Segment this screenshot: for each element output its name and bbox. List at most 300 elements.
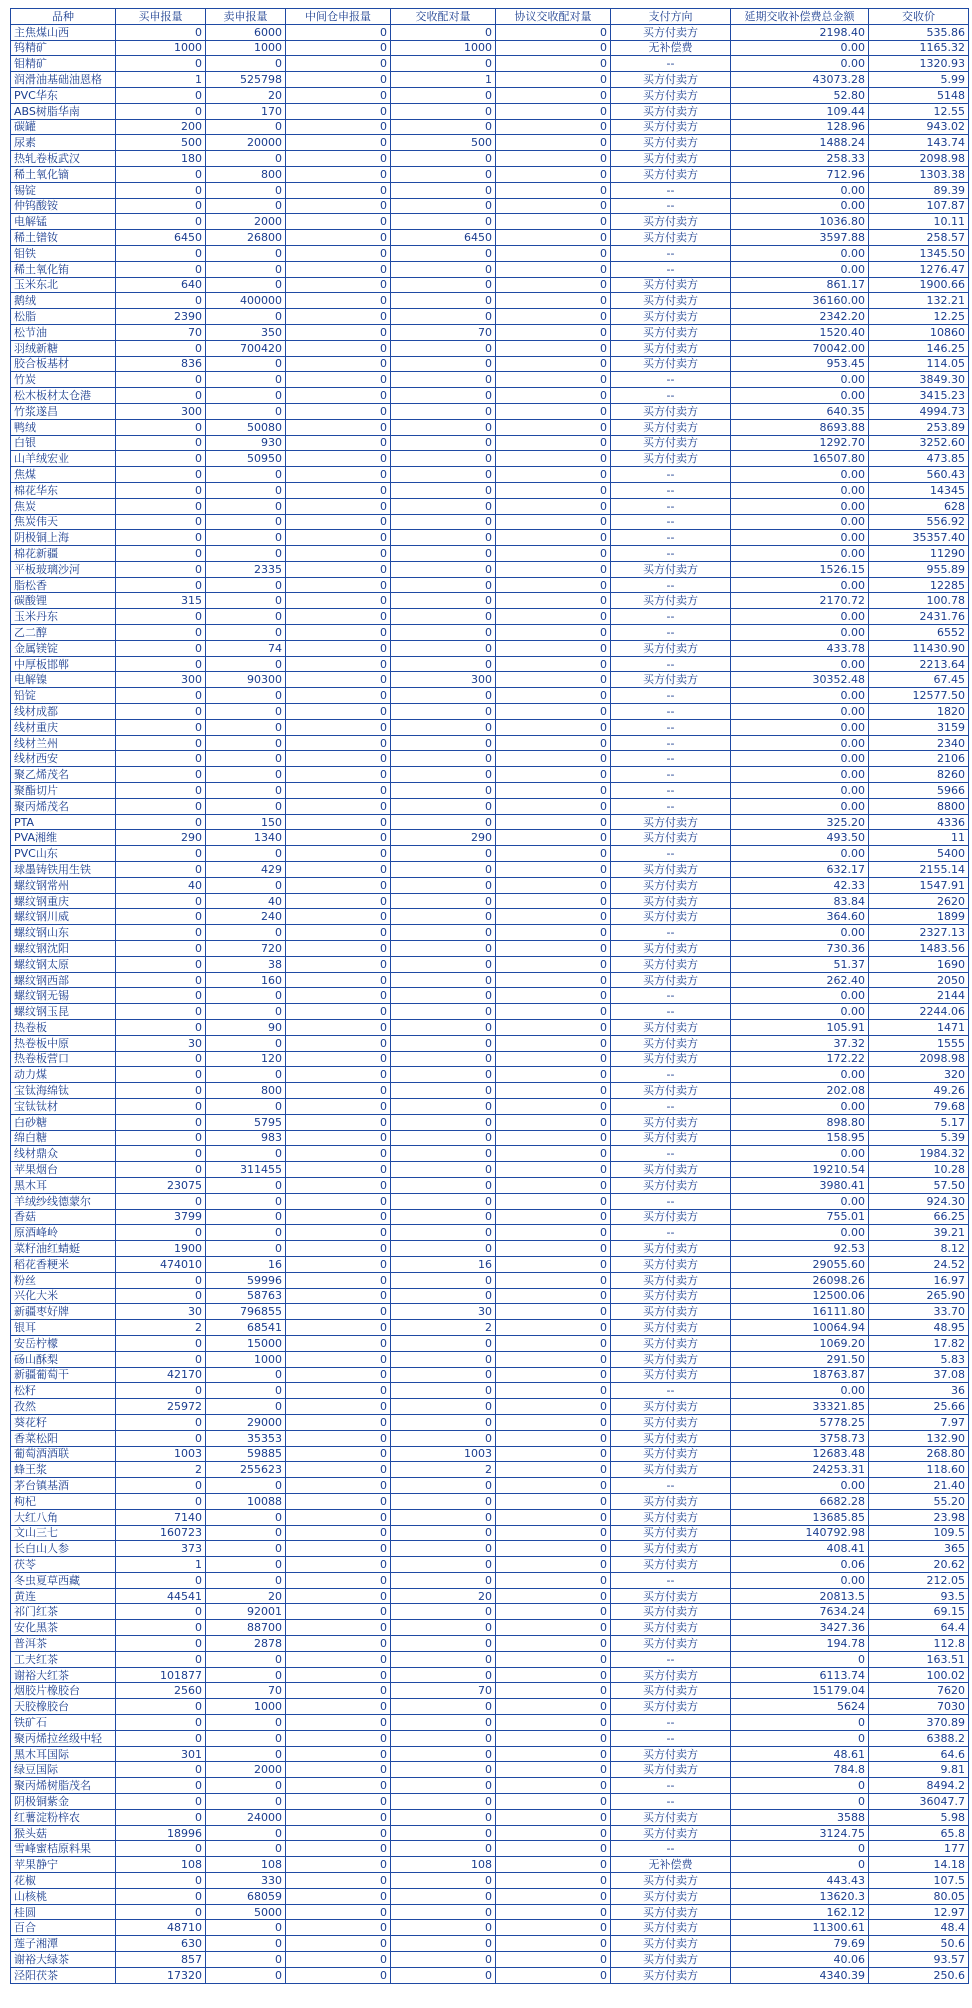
cell-sell-declared: 92001 bbox=[206, 1604, 286, 1620]
cell-agreement-matched: 0 bbox=[496, 1778, 611, 1794]
cell-agreement-matched: 0 bbox=[496, 435, 611, 451]
cell-compensation-total: 0.00 bbox=[731, 925, 869, 941]
cell-compensation-total: 408.41 bbox=[731, 1541, 869, 1557]
cell-agreement-matched: 0 bbox=[496, 846, 611, 862]
cell-intermediate-declared: 0 bbox=[286, 1778, 391, 1794]
cell-agreement-matched: 0 bbox=[496, 735, 611, 751]
cell-payment-direction: 买方付卖方 bbox=[611, 561, 731, 577]
cell-variety: 竹炭 bbox=[11, 372, 116, 388]
cell-agreement-matched: 0 bbox=[496, 1304, 611, 1320]
cell-sell-declared: 0 bbox=[206, 798, 286, 814]
cell-intermediate-declared: 0 bbox=[286, 814, 391, 830]
cell-delivery-matched: 0 bbox=[391, 988, 496, 1004]
cell-variety: 乙二醇 bbox=[11, 625, 116, 641]
cell-buy-declared: 0 bbox=[116, 340, 206, 356]
cell-sell-declared: 0 bbox=[206, 530, 286, 546]
cell-delivery-price: 3252.60 bbox=[869, 435, 969, 451]
cell-compensation-total: 7634.24 bbox=[731, 1604, 869, 1620]
table-row bbox=[11, 798, 969, 814]
cell-agreement-matched: 0 bbox=[496, 688, 611, 704]
cell-delivery-price: 1820 bbox=[869, 704, 969, 720]
cell-delivery-price: 250.6 bbox=[869, 1967, 969, 1983]
cell-payment-direction: -- bbox=[611, 182, 731, 198]
cell-variety: 普洱茶 bbox=[11, 1636, 116, 1652]
cell-buy-declared: 48710 bbox=[116, 1920, 206, 1936]
cell-delivery-matched: 0 bbox=[391, 1430, 496, 1446]
cell-variety: 山羊绒宏业 bbox=[11, 451, 116, 467]
cell-payment-direction: 买方付卖方 bbox=[611, 1130, 731, 1146]
cell-buy-declared: 25972 bbox=[116, 1399, 206, 1415]
cell-payment-direction: -- bbox=[611, 372, 731, 388]
table-row bbox=[11, 151, 969, 167]
cell-variety: 螺纹钢沈阳 bbox=[11, 941, 116, 957]
header-compensation-total: 延期交收补偿费总金额 bbox=[731, 9, 869, 25]
cell-sell-declared: 0 bbox=[206, 198, 286, 214]
cell-delivery-price: 11 bbox=[869, 830, 969, 846]
cell-compensation-total: 0.00 bbox=[731, 735, 869, 751]
cell-delivery-matched: 0 bbox=[391, 1414, 496, 1430]
cell-variety: 猴头菇 bbox=[11, 1825, 116, 1841]
cell-delivery-price: 2098.98 bbox=[869, 1051, 969, 1067]
cell-buy-declared: 0 bbox=[116, 1478, 206, 1494]
cell-buy-declared: 301 bbox=[116, 1746, 206, 1762]
cell-buy-declared: 2 bbox=[116, 1462, 206, 1478]
cell-buy-declared: 0 bbox=[116, 862, 206, 878]
table-row bbox=[11, 1430, 969, 1446]
table-row bbox=[11, 135, 969, 151]
cell-variety: 螺纹钢重庆 bbox=[11, 893, 116, 909]
cell-buy-declared: 108 bbox=[116, 1857, 206, 1873]
cell-delivery-price: 11290 bbox=[869, 546, 969, 562]
cell-delivery-matched: 0 bbox=[391, 1335, 496, 1351]
cell-sell-declared: 0 bbox=[206, 498, 286, 514]
cell-buy-declared: 0 bbox=[116, 546, 206, 562]
table-row bbox=[11, 862, 969, 878]
table-row bbox=[11, 783, 969, 799]
cell-intermediate-declared: 0 bbox=[286, 1762, 391, 1778]
table-row bbox=[11, 1541, 969, 1557]
cell-buy-declared: 70 bbox=[116, 324, 206, 340]
cell-delivery-price: 924.30 bbox=[869, 1193, 969, 1209]
cell-variety: 苹果烟台 bbox=[11, 1162, 116, 1178]
cell-compensation-total: 30352.48 bbox=[731, 672, 869, 688]
cell-intermediate-declared: 0 bbox=[286, 135, 391, 151]
cell-sell-declared: 0 bbox=[206, 482, 286, 498]
cell-delivery-price: 24.52 bbox=[869, 1256, 969, 1272]
cell-intermediate-declared: 0 bbox=[286, 688, 391, 704]
cell-buy-declared: 0 bbox=[116, 1841, 206, 1857]
cell-delivery-price: 5400 bbox=[869, 846, 969, 862]
cell-delivery-matched: 0 bbox=[391, 1098, 496, 1114]
cell-sell-declared: 0 bbox=[206, 1098, 286, 1114]
cell-compensation-total: 0 bbox=[731, 1841, 869, 1857]
cell-payment-direction: 买方付卖方 bbox=[611, 1588, 731, 1604]
table-row bbox=[11, 909, 969, 925]
cell-delivery-matched: 0 bbox=[391, 1825, 496, 1841]
cell-sell-declared: 800 bbox=[206, 1083, 286, 1099]
cell-payment-direction: 买方付卖方 bbox=[611, 309, 731, 325]
cell-compensation-total: 24253.31 bbox=[731, 1462, 869, 1478]
cell-compensation-total: 13685.85 bbox=[731, 1509, 869, 1525]
cell-compensation-total: 0.00 bbox=[731, 1098, 869, 1114]
cell-sell-declared: 50080 bbox=[206, 419, 286, 435]
cell-payment-direction: -- bbox=[611, 514, 731, 530]
cell-intermediate-declared: 0 bbox=[286, 877, 391, 893]
cell-compensation-total: 0.00 bbox=[731, 988, 869, 1004]
table-row bbox=[11, 467, 969, 483]
cell-buy-declared: 0 bbox=[116, 214, 206, 230]
cell-compensation-total: 0.00 bbox=[731, 609, 869, 625]
cell-payment-direction: -- bbox=[611, 1067, 731, 1083]
cell-intermediate-declared: 0 bbox=[286, 1241, 391, 1257]
table-row bbox=[11, 593, 969, 609]
cell-agreement-matched: 0 bbox=[496, 1557, 611, 1573]
cell-delivery-price: 1345.50 bbox=[869, 245, 969, 261]
table-row bbox=[11, 1162, 969, 1178]
cell-agreement-matched: 0 bbox=[496, 577, 611, 593]
table-row bbox=[11, 1525, 969, 1541]
cell-delivery-matched: 0 bbox=[391, 245, 496, 261]
cell-delivery-matched: 0 bbox=[391, 846, 496, 862]
cell-buy-declared: 0 bbox=[116, 767, 206, 783]
cell-delivery-price: 3159 bbox=[869, 719, 969, 735]
cell-delivery-matched: 0 bbox=[391, 877, 496, 893]
cell-buy-declared: 0 bbox=[116, 56, 206, 72]
cell-delivery-matched: 500 bbox=[391, 135, 496, 151]
cell-sell-declared: 800 bbox=[206, 166, 286, 182]
cell-payment-direction: 买方付卖方 bbox=[611, 166, 731, 182]
cell-delivery-price: 17.82 bbox=[869, 1335, 969, 1351]
cell-payment-direction: 买方付卖方 bbox=[611, 1209, 731, 1225]
cell-buy-declared: 0 bbox=[116, 261, 206, 277]
table-row bbox=[11, 704, 969, 720]
cell-compensation-total: 140792.98 bbox=[731, 1525, 869, 1541]
cell-buy-declared: 2 bbox=[116, 1320, 206, 1336]
header-delivery-price: 交收价 bbox=[869, 9, 969, 25]
cell-intermediate-declared: 0 bbox=[286, 103, 391, 119]
cell-intermediate-declared: 0 bbox=[286, 293, 391, 309]
cell-delivery-matched: 2 bbox=[391, 1320, 496, 1336]
cell-buy-declared: 0 bbox=[116, 1083, 206, 1099]
cell-delivery-matched: 0 bbox=[391, 704, 496, 720]
cell-payment-direction: 买方付卖方 bbox=[611, 1493, 731, 1509]
cell-buy-declared: 0 bbox=[116, 1114, 206, 1130]
cell-payment-direction: 买方付卖方 bbox=[611, 1114, 731, 1130]
cell-sell-declared: 58763 bbox=[206, 1288, 286, 1304]
cell-sell-declared: 20 bbox=[206, 1588, 286, 1604]
cell-delivery-matched: 0 bbox=[391, 735, 496, 751]
cell-intermediate-declared: 0 bbox=[286, 419, 391, 435]
cell-payment-direction: 买方付卖方 bbox=[611, 909, 731, 925]
cell-agreement-matched: 0 bbox=[496, 56, 611, 72]
cell-variety: 大红八角 bbox=[11, 1509, 116, 1525]
cell-agreement-matched: 0 bbox=[496, 956, 611, 972]
cell-payment-direction: 买方付卖方 bbox=[611, 1256, 731, 1272]
cell-agreement-matched: 0 bbox=[496, 1335, 611, 1351]
cell-variety: 铅锭 bbox=[11, 688, 116, 704]
cell-sell-declared: 20 bbox=[206, 87, 286, 103]
cell-payment-direction: -- bbox=[611, 1146, 731, 1162]
cell-delivery-matched: 0 bbox=[391, 941, 496, 957]
table-row bbox=[11, 1462, 969, 1478]
cell-intermediate-declared: 0 bbox=[286, 893, 391, 909]
cell-variety: 热卷板 bbox=[11, 1020, 116, 1036]
cell-buy-declared: 0 bbox=[116, 656, 206, 672]
cell-compensation-total: 15179.04 bbox=[731, 1683, 869, 1699]
cell-sell-declared: 2335 bbox=[206, 561, 286, 577]
cell-variety: 焦煤 bbox=[11, 467, 116, 483]
cell-payment-direction: 买方付卖方 bbox=[611, 1541, 731, 1557]
cell-compensation-total: 36160.00 bbox=[731, 293, 869, 309]
table-row bbox=[11, 1335, 969, 1351]
cell-variety: 葡萄酒酒联 bbox=[11, 1446, 116, 1462]
cell-sell-declared: 0 bbox=[206, 656, 286, 672]
cell-delivery-price: 65.8 bbox=[869, 1825, 969, 1841]
cell-agreement-matched: 0 bbox=[496, 783, 611, 799]
cell-sell-declared: 0 bbox=[206, 688, 286, 704]
cell-compensation-total: 11300.61 bbox=[731, 1920, 869, 1936]
cell-buy-declared: 0 bbox=[116, 625, 206, 641]
table-row bbox=[11, 356, 969, 372]
cell-sell-declared: 0 bbox=[206, 1478, 286, 1494]
cell-variety: 玉米丹东 bbox=[11, 609, 116, 625]
cell-compensation-total: 493.50 bbox=[731, 830, 869, 846]
cell-delivery-price: 67.45 bbox=[869, 672, 969, 688]
cell-sell-declared: 0 bbox=[206, 1715, 286, 1731]
cell-delivery-matched: 0 bbox=[391, 498, 496, 514]
cell-sell-declared: 983 bbox=[206, 1130, 286, 1146]
table-row bbox=[11, 72, 969, 88]
cell-buy-declared: 290 bbox=[116, 830, 206, 846]
cell-sell-declared: 150 bbox=[206, 814, 286, 830]
table-row bbox=[11, 435, 969, 451]
table-row bbox=[11, 1478, 969, 1494]
cell-delivery-price: 80.05 bbox=[869, 1888, 969, 1904]
cell-delivery-matched: 6450 bbox=[391, 230, 496, 246]
cell-variety: 碳酸锂 bbox=[11, 593, 116, 609]
cell-variety: 线材鼎众 bbox=[11, 1146, 116, 1162]
cell-variety: 线材兰州 bbox=[11, 735, 116, 751]
cell-delivery-matched: 0 bbox=[391, 625, 496, 641]
table-row bbox=[11, 388, 969, 404]
cell-variety: 稀土氧化铕 bbox=[11, 261, 116, 277]
table-row bbox=[11, 1035, 969, 1051]
cell-compensation-total: 52.80 bbox=[731, 87, 869, 103]
cell-intermediate-declared: 0 bbox=[286, 1557, 391, 1573]
cell-intermediate-declared: 0 bbox=[286, 1067, 391, 1083]
cell-delivery-price: 258.57 bbox=[869, 230, 969, 246]
cell-sell-declared: 0 bbox=[206, 1241, 286, 1257]
cell-sell-declared: 2000 bbox=[206, 1762, 286, 1778]
cell-delivery-price: 9.81 bbox=[869, 1762, 969, 1778]
cell-payment-direction: -- bbox=[611, 498, 731, 514]
cell-intermediate-declared: 0 bbox=[286, 625, 391, 641]
cell-delivery-price: 2050 bbox=[869, 972, 969, 988]
cell-buy-declared: 0 bbox=[116, 1225, 206, 1241]
cell-sell-declared: 0 bbox=[206, 388, 286, 404]
cell-compensation-total: 0.00 bbox=[731, 1193, 869, 1209]
cell-buy-declared: 1000 bbox=[116, 40, 206, 56]
cell-delivery-matched: 0 bbox=[391, 561, 496, 577]
table-row bbox=[11, 1857, 969, 1873]
cell-delivery-price: 2340 bbox=[869, 735, 969, 751]
cell-compensation-total: 0 bbox=[731, 1651, 869, 1667]
cell-agreement-matched: 0 bbox=[496, 1035, 611, 1051]
cell-agreement-matched: 0 bbox=[496, 546, 611, 562]
cell-intermediate-declared: 0 bbox=[286, 1857, 391, 1873]
cell-delivery-matched: 0 bbox=[391, 1746, 496, 1762]
cell-payment-direction: 买方付卖方 bbox=[611, 640, 731, 656]
cell-delivery-price: 49.26 bbox=[869, 1083, 969, 1099]
cell-delivery-price: 132.90 bbox=[869, 1430, 969, 1446]
cell-variety: 电解镍 bbox=[11, 672, 116, 688]
cell-delivery-price: 163.51 bbox=[869, 1651, 969, 1667]
cell-compensation-total: 172.22 bbox=[731, 1051, 869, 1067]
cell-compensation-total: 2170.72 bbox=[731, 593, 869, 609]
cell-delivery-matched: 0 bbox=[391, 1936, 496, 1952]
cell-agreement-matched: 0 bbox=[496, 1604, 611, 1620]
cell-intermediate-declared: 0 bbox=[286, 1841, 391, 1857]
cell-variety: 阴极铜上海 bbox=[11, 530, 116, 546]
cell-buy-declared: 0 bbox=[116, 103, 206, 119]
cell-delivery-price: 1547.91 bbox=[869, 877, 969, 893]
cell-compensation-total: 3427.36 bbox=[731, 1620, 869, 1636]
cell-variety: 线材西安 bbox=[11, 751, 116, 767]
cell-intermediate-declared: 0 bbox=[286, 1683, 391, 1699]
cell-variety: 砀山酥梨 bbox=[11, 1351, 116, 1367]
cell-agreement-matched: 0 bbox=[496, 1794, 611, 1810]
cell-compensation-total: 40.06 bbox=[731, 1952, 869, 1968]
cell-buy-declared: 0 bbox=[116, 1604, 206, 1620]
cell-compensation-total: 0.00 bbox=[731, 530, 869, 546]
cell-buy-declared: 0 bbox=[116, 451, 206, 467]
table-row bbox=[11, 1351, 969, 1367]
cell-variety: 主焦煤山西 bbox=[11, 24, 116, 40]
cell-sell-declared: 160 bbox=[206, 972, 286, 988]
cell-variety: 螺纹钢常州 bbox=[11, 877, 116, 893]
cell-delivery-matched: 0 bbox=[391, 862, 496, 878]
cell-sell-declared: 1000 bbox=[206, 1351, 286, 1367]
cell-compensation-total: 105.91 bbox=[731, 1020, 869, 1036]
table-row bbox=[11, 609, 969, 625]
cell-buy-declared: 300 bbox=[116, 403, 206, 419]
cell-delivery-matched: 0 bbox=[391, 372, 496, 388]
cell-payment-direction: 买方付卖方 bbox=[611, 1825, 731, 1841]
cell-delivery-matched: 0 bbox=[391, 1920, 496, 1936]
table-row bbox=[11, 751, 969, 767]
cell-buy-declared: 0 bbox=[116, 1888, 206, 1904]
cell-buy-declared: 44541 bbox=[116, 1588, 206, 1604]
cell-payment-direction: -- bbox=[611, 530, 731, 546]
cell-agreement-matched: 0 bbox=[496, 1383, 611, 1399]
cell-delivery-matched: 0 bbox=[391, 1620, 496, 1636]
cell-sell-declared: 0 bbox=[206, 1778, 286, 1794]
cell-agreement-matched: 0 bbox=[496, 1920, 611, 1936]
cell-payment-direction: 买方付卖方 bbox=[611, 1177, 731, 1193]
cell-buy-declared: 0 bbox=[116, 1730, 206, 1746]
cell-buy-declared: 0 bbox=[116, 1098, 206, 1114]
cell-intermediate-declared: 0 bbox=[286, 656, 391, 672]
cell-delivery-price: 2620 bbox=[869, 893, 969, 909]
cell-buy-declared: 0 bbox=[116, 1636, 206, 1652]
cell-delivery-matched: 0 bbox=[391, 467, 496, 483]
cell-compensation-total: 0.00 bbox=[731, 688, 869, 704]
cell-delivery-matched: 0 bbox=[391, 309, 496, 325]
cell-agreement-matched: 0 bbox=[496, 1525, 611, 1541]
cell-payment-direction: 买方付卖方 bbox=[611, 135, 731, 151]
cell-payment-direction: -- bbox=[611, 783, 731, 799]
table-row bbox=[11, 1809, 969, 1825]
cell-sell-declared: 0 bbox=[206, 704, 286, 720]
cell-variety: 线材成都 bbox=[11, 704, 116, 720]
cell-payment-direction: 买方付卖方 bbox=[611, 1051, 731, 1067]
table-body bbox=[11, 24, 969, 1983]
cell-sell-declared: 0 bbox=[206, 1667, 286, 1683]
cell-compensation-total: 3758.73 bbox=[731, 1430, 869, 1446]
cell-delivery-matched: 0 bbox=[391, 1873, 496, 1889]
cell-intermediate-declared: 0 bbox=[286, 1367, 391, 1383]
table-row bbox=[11, 1920, 969, 1936]
cell-payment-direction: 买方付卖方 bbox=[611, 324, 731, 340]
cell-buy-declared: 0 bbox=[116, 1572, 206, 1588]
cell-sell-declared: 0 bbox=[206, 119, 286, 135]
cell-intermediate-declared: 0 bbox=[286, 1699, 391, 1715]
cell-compensation-total: 0.06 bbox=[731, 1557, 869, 1573]
cell-agreement-matched: 0 bbox=[496, 751, 611, 767]
cell-delivery-price: 37.08 bbox=[869, 1367, 969, 1383]
cell-delivery-matched: 70 bbox=[391, 324, 496, 340]
cell-intermediate-declared: 0 bbox=[286, 925, 391, 941]
cell-agreement-matched: 0 bbox=[496, 451, 611, 467]
cell-intermediate-declared: 0 bbox=[286, 119, 391, 135]
table-row bbox=[11, 56, 969, 72]
cell-sell-declared: 35353 bbox=[206, 1430, 286, 1446]
cell-intermediate-declared: 0 bbox=[286, 640, 391, 656]
cell-delivery-price: 69.15 bbox=[869, 1604, 969, 1620]
cell-sell-declared: 0 bbox=[206, 1541, 286, 1557]
table-row bbox=[11, 1888, 969, 1904]
cell-compensation-total: 1036.80 bbox=[731, 214, 869, 230]
cell-delivery-price: 10.28 bbox=[869, 1162, 969, 1178]
cell-intermediate-declared: 0 bbox=[286, 1098, 391, 1114]
cell-delivery-matched: 0 bbox=[391, 1557, 496, 1573]
cell-delivery-price: 955.89 bbox=[869, 561, 969, 577]
cell-agreement-matched: 0 bbox=[496, 1952, 611, 1968]
cell-buy-declared: 0 bbox=[116, 87, 206, 103]
cell-compensation-total: 0 bbox=[731, 1715, 869, 1731]
cell-variety: 鸭绒 bbox=[11, 419, 116, 435]
cell-compensation-total: 12500.06 bbox=[731, 1288, 869, 1304]
cell-payment-direction: 买方付卖方 bbox=[611, 1809, 731, 1825]
cell-delivery-matched: 0 bbox=[391, 56, 496, 72]
cell-payment-direction: -- bbox=[611, 56, 731, 72]
cell-delivery-matched: 0 bbox=[391, 767, 496, 783]
cell-delivery-price: 1276.47 bbox=[869, 261, 969, 277]
cell-buy-declared: 0 bbox=[116, 372, 206, 388]
cell-buy-declared: 0 bbox=[116, 925, 206, 941]
cell-delivery-price: 14.18 bbox=[869, 1857, 969, 1873]
cell-buy-declared: 0 bbox=[116, 498, 206, 514]
cell-payment-direction: 买方付卖方 bbox=[611, 293, 731, 309]
cell-buy-declared: 18996 bbox=[116, 1825, 206, 1841]
cell-agreement-matched: 0 bbox=[496, 1209, 611, 1225]
cell-agreement-matched: 0 bbox=[496, 1162, 611, 1178]
table-row bbox=[11, 419, 969, 435]
cell-delivery-matched: 0 bbox=[391, 1035, 496, 1051]
cell-buy-declared: 0 bbox=[116, 1762, 206, 1778]
cell-delivery-price: 16.97 bbox=[869, 1272, 969, 1288]
cell-delivery-matched: 0 bbox=[391, 151, 496, 167]
